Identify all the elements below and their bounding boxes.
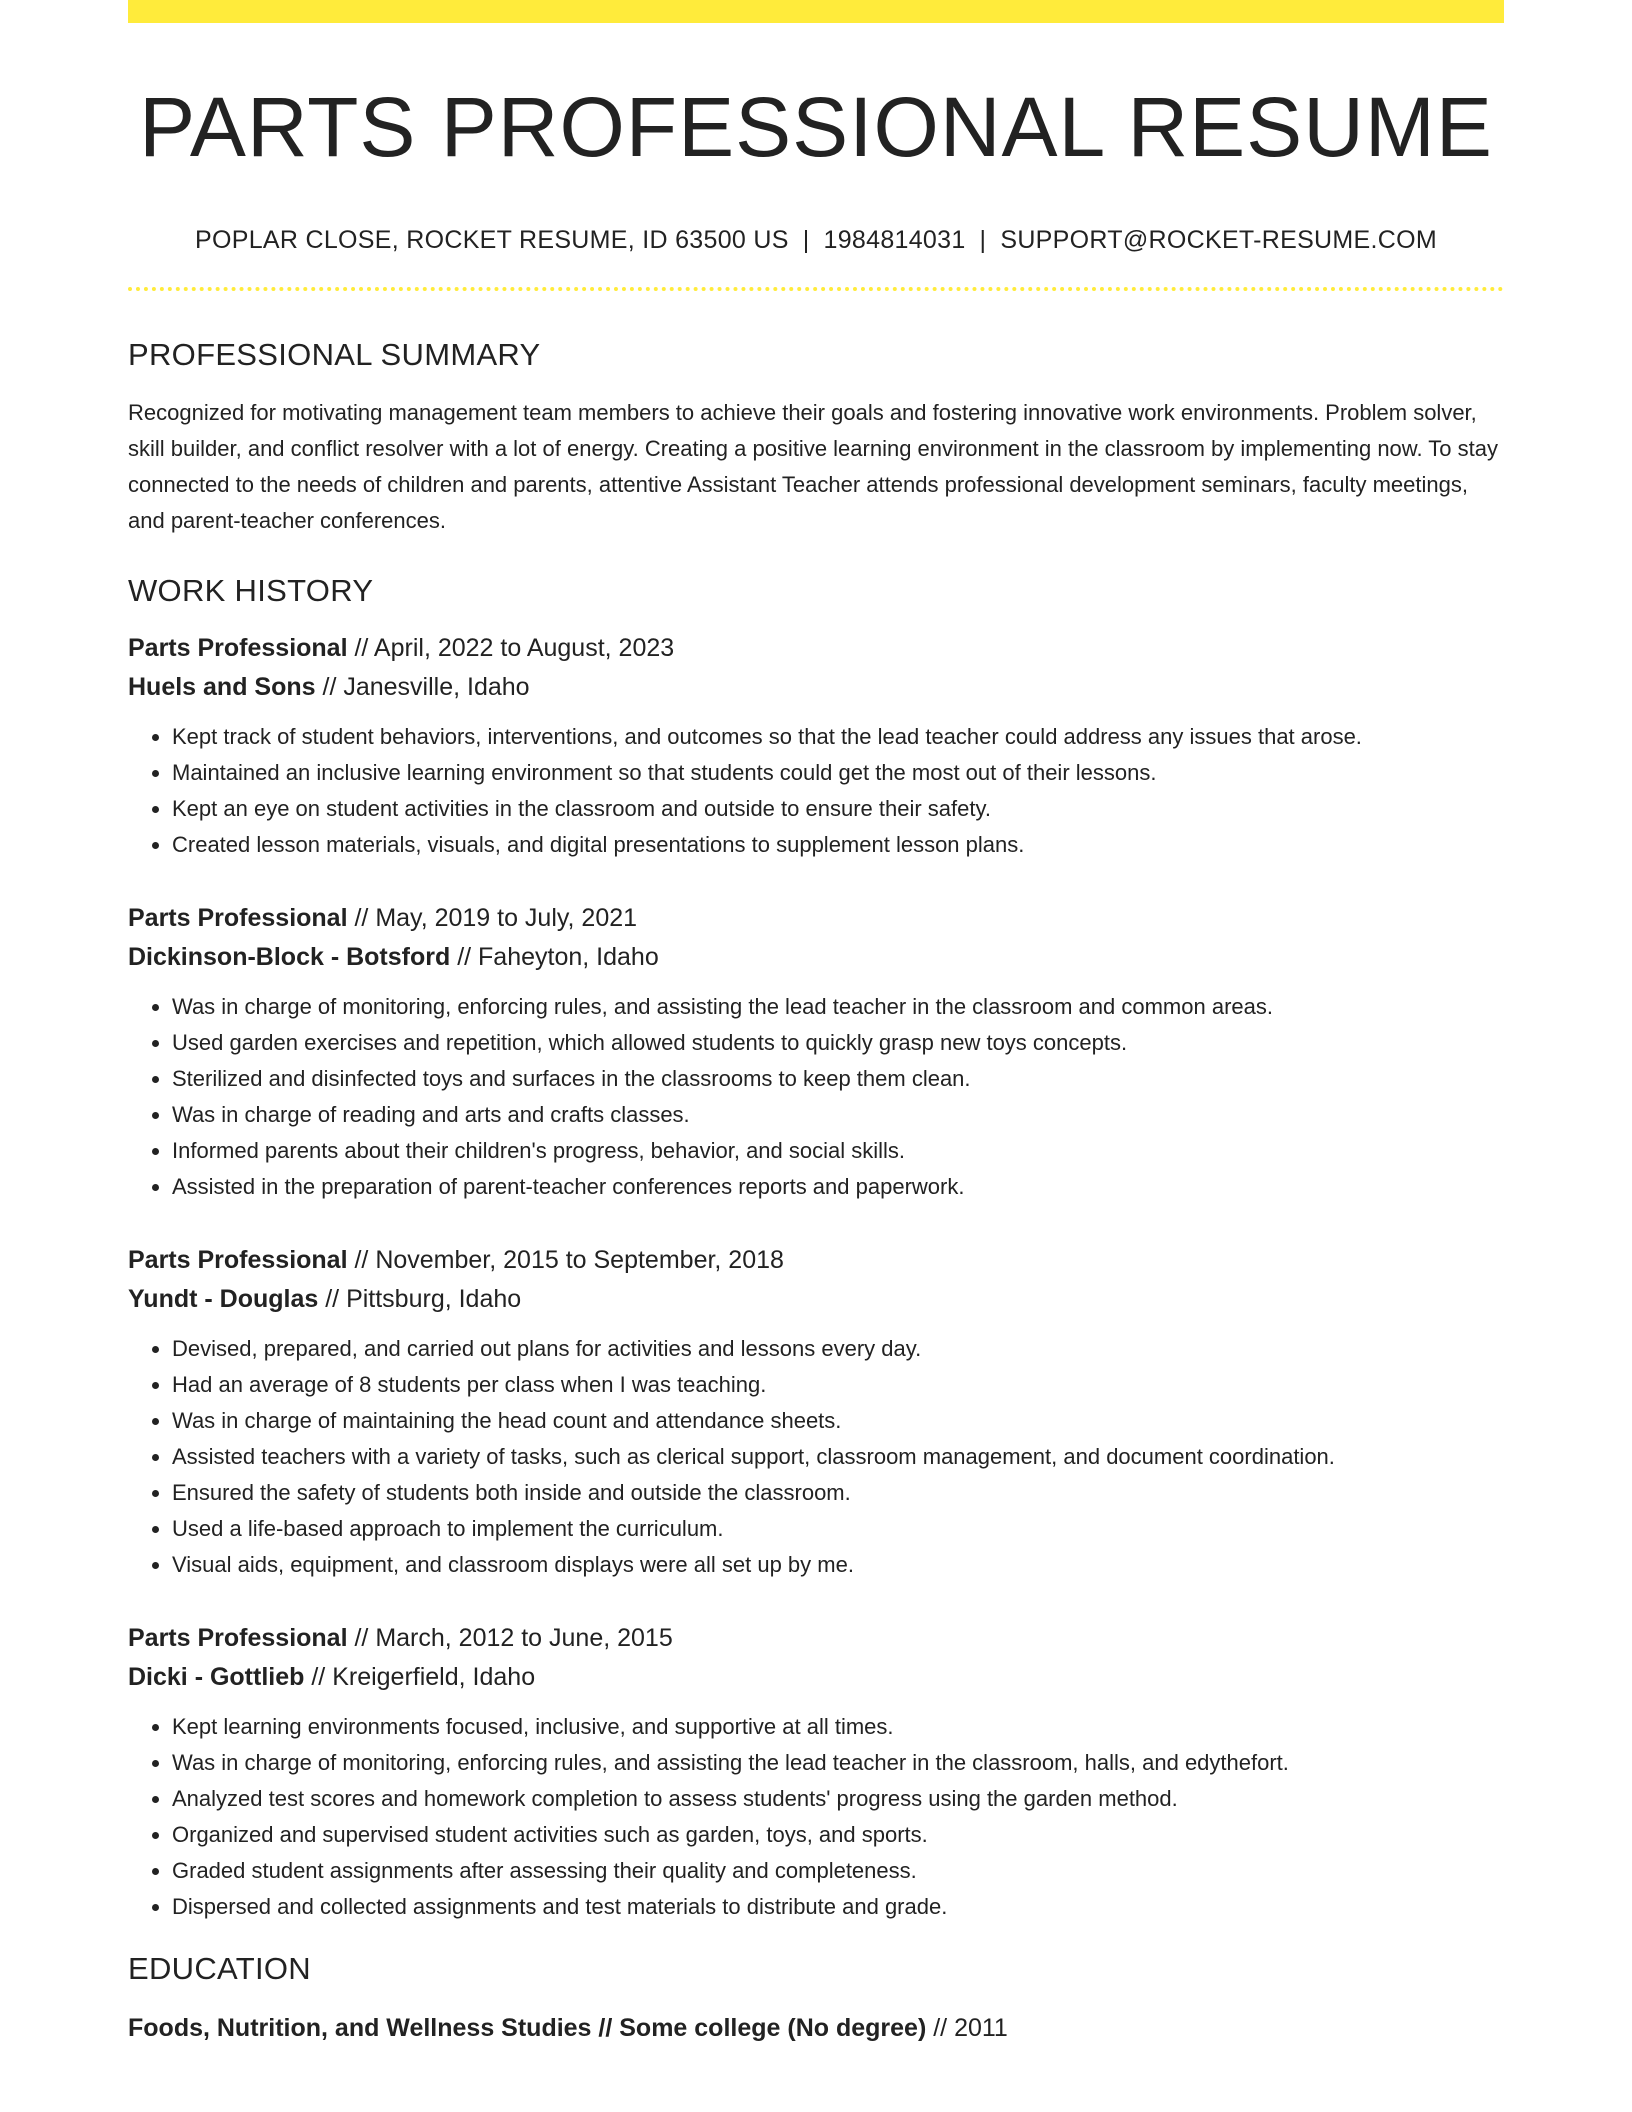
job-company-line [128,1658,1504,1697]
job-bullet: • Had an average of 8 students per class when I was teaching. [172,1367,1504,1403]
job-entry [128,629,1504,863]
job-bullet: • Informed parents about their children's progress, behavior, and social skills. [172,1133,1504,1169]
summary-heading: PROFESSIONAL SUMMARY [128,337,541,373]
job-bullet: • Ensured the safety of students both inside and outside the classroom. [172,1475,1504,1511]
job-bullet: • Graded student assignments after assessing their quality and completeness. [172,1853,1504,1889]
job-bullets [128,989,1504,1205]
job-bullets [128,719,1504,863]
job-bullet: • Visual aids, equipment, and classroom displays were all set up by me. [172,1547,1504,1583]
job-bullet: • Assisted teachers with a variety of tasks, such as clerical support, classroom management, and document coordination. [172,1439,1504,1475]
contact-separator: | [802,226,810,255]
job-dates: // November, 2015 to September, 2018 [347,1246,784,1275]
job-role: Parts Professional [128,1246,348,1275]
job-role-line [128,629,1504,668]
dotted-divider [128,287,1504,291]
contact-address: POPLAR CLOSE, ROCKET RESUME, ID 63500 US [195,226,789,255]
contact-line [128,226,1504,255]
job-dates: // May, 2019 to July, 2021 [347,904,638,933]
accent-bar [128,0,1504,23]
job-location: // Kreigerfield, Idaho [304,1663,536,1692]
job-bullet: • Assisted in the preparation of parent-teacher conferences reports and paperwork. [172,1169,1504,1205]
job-company: Dickinson-Block - Botsford [128,943,451,972]
job-dates: // March, 2012 to June, 2015 [347,1624,673,1653]
job-company: Yundt - Douglas [128,1285,319,1314]
job-role: Parts Professional [128,1624,348,1653]
job-bullet: • Used a life-based approach to implement the curriculum. [172,1511,1504,1547]
job-role: Parts Professional [128,904,348,933]
summary-text: Recognized for motivating management team members to achieve their goals and fostering innovative work environments. Problem solver, skill builder, and conflict resolver with a lot of energy. Creating a positive learning environment in the classroom by implementing now. To stay connected to the needs of children and parents, attentive Assistant Teacher attends professional development seminars, faculty meetings, and parent-teacher conferences. [128,400,1498,534]
education-heading: EDUCATION [128,1951,311,1987]
job-bullet: • Sterilized and disinfected toys and surfaces in the classrooms to keep them clean. [172,1061,1504,1097]
job-bullet: • Created lesson materials, visuals, and digital presentations to supplement lesson plans. [172,827,1504,863]
job-role-line [128,1241,1504,1280]
job-bullet: • Was in charge of maintaining the head count and attendance sheets. [172,1403,1504,1439]
job-bullet: • Devised, prepared, and carried out plans for activities and lessons every day. [172,1331,1504,1367]
education-entry [128,2009,1504,2048]
contact-phone: 1984814031 [823,226,966,255]
job-entry [128,1619,1504,1925]
contact-separator: | [979,226,987,255]
job-entry [128,1241,1504,1583]
job-bullet: • Kept an eye on student activities in the classroom and outside to ensure their safety. [172,791,1504,827]
job-company-line [128,668,1504,707]
job-bullet: • Kept track of student behaviors, interventions, and outcomes so that the lead teacher could address any issues that arose. [172,719,1504,755]
job-role-line [128,1619,1504,1658]
contact-email: SUPPORT@ROCKET-RESUME.COM [1000,226,1437,255]
job-location: // Faheyton, Idaho [450,943,659,972]
job-company-line [128,1280,1504,1319]
job-bullet: • Was in charge of monitoring, enforcing rules, and assisting the lead teacher in the classroom and common areas. [172,989,1504,1025]
job-company-line [128,938,1504,977]
job-company: Huels and Sons [128,673,316,702]
job-entry [128,899,1504,1205]
education-degree: Foods, Nutrition, and Wellness Studies // Some college (No degree) [128,2014,927,2043]
job-location: // Janesville, Idaho [315,673,530,702]
job-bullet: • Organized and supervised student activities such as garden, toys, and sports. [172,1817,1504,1853]
job-bullet: • Was in charge of reading and arts and crafts classes. [172,1097,1504,1133]
job-bullet: • Was in charge of monitoring, enforcing rules, and assisting the lead teacher in the classroom, halls, and edythefort. [172,1745,1504,1781]
job-location: // Pittsburg, Idaho [318,1285,522,1314]
education-year: // 2011 [926,2014,1008,2043]
work-history-heading: WORK HISTORY [128,573,374,609]
job-bullet: • Analyzed test scores and homework completion to assess students' progress using the garden method. [172,1781,1504,1817]
resume-page [128,0,1504,2048]
job-bullet: • Maintained an inclusive learning environment so that students could get the most out of their lessons. [172,755,1504,791]
job-bullet: • Dispersed and collected assignments and test materials to distribute and grade. [172,1889,1504,1925]
job-bullets [128,1331,1504,1583]
job-bullet: • Used garden exercises and repetition, which allowed students to quickly grasp new toys concepts. [172,1025,1504,1061]
job-bullet: • Kept learning environments focused, inclusive, and supportive at all times. [172,1709,1504,1745]
job-role-line [128,899,1504,938]
job-company: Dicki - Gottlieb [128,1663,305,1692]
job-dates: // April, 2022 to August, 2023 [347,634,675,663]
job-role: Parts Professional [128,634,348,663]
resume-title: PARTS PROFESSIONAL RESUME [139,80,1493,174]
job-bullets [128,1709,1504,1925]
